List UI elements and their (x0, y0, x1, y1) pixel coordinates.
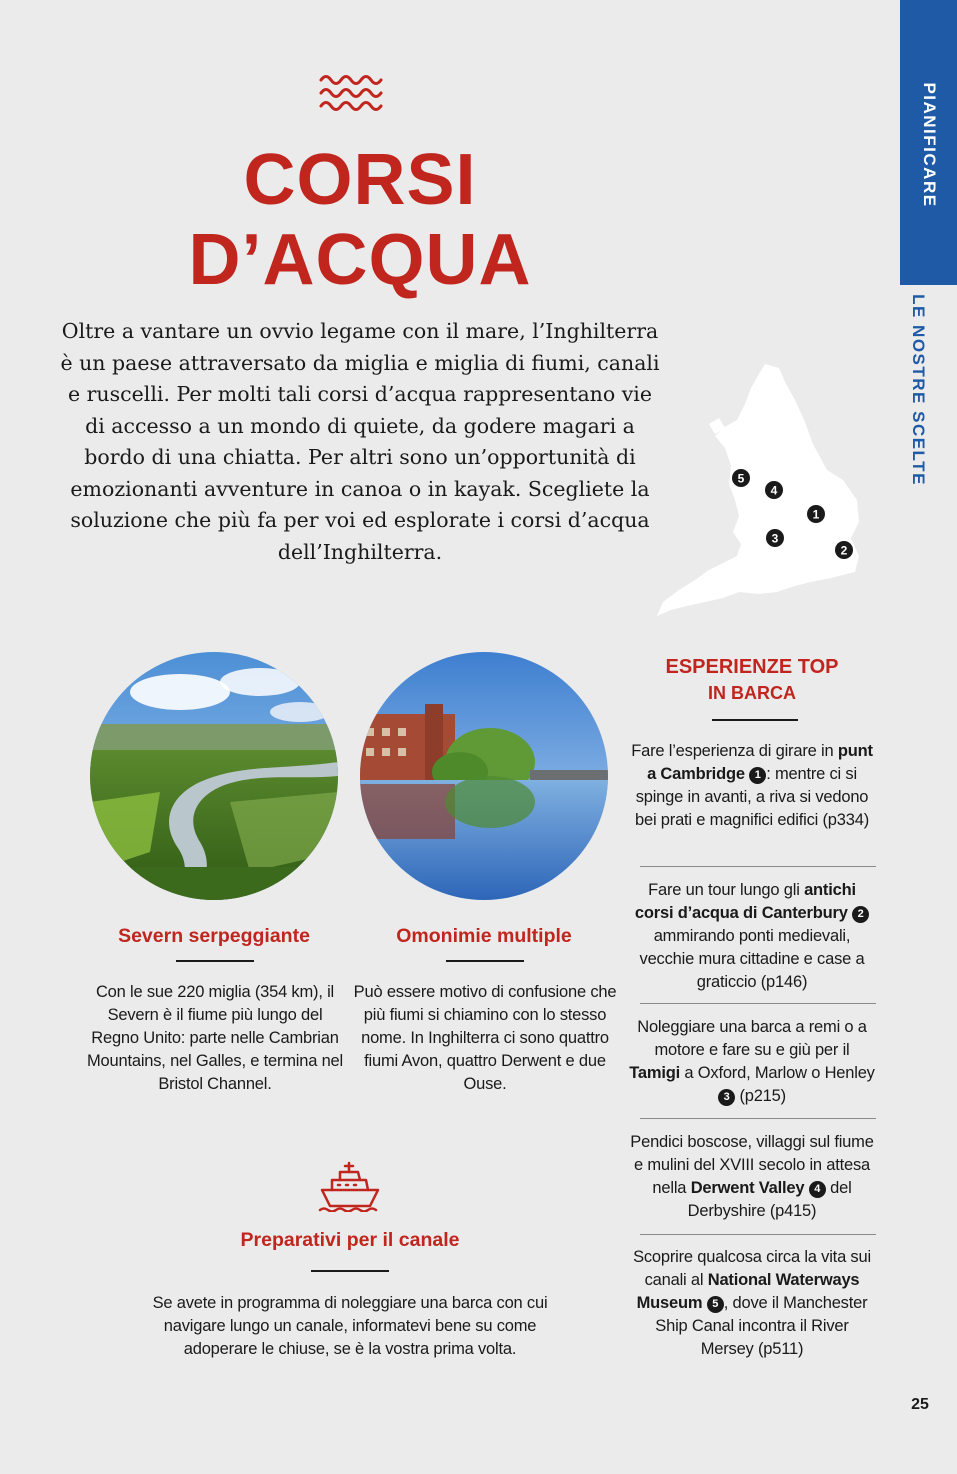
map-marker-5 (732, 469, 750, 487)
experience-item-5: Scoprire qualcosa circa la vita sui canali al National Waterways Museum 5 , dove il Manchester Ship Canal incontra il River Mersey (p511) (633, 1248, 871, 1358)
map-marker-1 (807, 505, 825, 523)
feature-rule-severn (176, 960, 254, 962)
title-line-1: CORSI (243, 140, 477, 220)
divider (640, 866, 876, 867)
mill-river-photo (360, 652, 608, 900)
experiences-heading (628, 654, 876, 706)
experience-item-2: Fare un tour lungo gli antichi corsi d’acqua di Canterbury 2 ammirando ponti medievali, vecchie mura cittadine e case a graticcio (p146) (628, 879, 876, 994)
experience-item-1: Fare l’esperienza di girare in punt a Cambridge 1 : mentre ci si spinge in avanti, a riva si vedono bei prati e magnifici edifici (p334) (631, 742, 873, 829)
ship-icon (318, 1160, 382, 1212)
experience-item-4: Pendici boscose, villaggi sul fiume e mulini del XVIII secolo in attesa nella Derwent Valley 4 del Derbyshire (p415) (630, 1133, 874, 1220)
title-line-2: D’ACQUA (188, 220, 532, 300)
experiences-heading-line-1: ESPERIENZE TOP (665, 656, 839, 678)
feature-text-severn: Con le sue 220 miglia (354 km), il Severn è il fiume più lungo del Regno Unito: parte nelle Cambrian Mountains, nel Galles, e termina nel Bristol Channel. (86, 983, 344, 1093)
svg-text:5: 5 (737, 471, 745, 486)
map-marker-3 (766, 529, 784, 547)
section-tab-label: PIANIFICARE (919, 82, 939, 208)
divider (640, 1234, 876, 1235)
section-tab[interactable] (900, 0, 957, 285)
divider (640, 1118, 876, 1119)
marker-3: 3 (718, 1089, 735, 1106)
subsection-tab-label[interactable]: LE NOSTRE SCELTE (909, 294, 928, 486)
page-number: 25 (911, 1396, 929, 1413)
page-title (150, 140, 570, 300)
svg-text:4: 4 (770, 483, 778, 498)
experiences-heading-line-2: IN BARCA (708, 683, 796, 703)
canal-text: Se avete in programma di noleggiare una barca con cui navigare lungo un canale, informatevi bene su come adoperare le chiuse, se è la vostra prima volta. (152, 1294, 548, 1358)
feature-title-omonimie: Omonimie multiple (396, 925, 572, 947)
marker-2: 2 (852, 906, 869, 923)
divider (640, 1003, 876, 1004)
marker-1: 1 (749, 767, 766, 784)
map-marker-2 (835, 541, 853, 559)
svg-text:3: 3 (771, 531, 779, 546)
waves-icon (318, 70, 384, 116)
experiences-rule (712, 719, 798, 721)
feature-rule-omonimie (446, 960, 524, 962)
canal-title: Preparativi per il canale (240, 1229, 460, 1251)
england-map (645, 360, 865, 620)
feature-text-omonimie: Può essere motivo di confusione che più fiumi si chiamino con lo stesso nome. In Inghilterra ci sono quattro fiumi Avon, quattro Derwent e due Ouse. (353, 983, 617, 1093)
svg-text:1: 1 (812, 507, 820, 522)
map-marker-4 (765, 481, 783, 499)
experience-item-3: Noleggiare una barca a remi o a motore e fare su e giù per il Tamigi a Oxford, Marlow o Henley 3 (p215) (629, 1018, 875, 1105)
intro-paragraph: Oltre a vantare un ovvio legame con il mare, l’Inghilterra è un paese attraversato da miglia e miglia di fiumi, canali e ruscelli. Per molti tali corsi d’acqua rappresentano vie di accesso a un mondo di quiete, da godere magari a bordo di una chiatta. Per altri sono un’opportunità di emozionanti avventure in canoa o in kayak. Scegliete la soluzione che più fa per voi ed esplorate i corsi d’acqua dell’Inghilterra. (60, 319, 660, 564)
marker-5: 5 (707, 1296, 724, 1313)
svg-text:2: 2 (840, 543, 848, 558)
marker-4: 4 (809, 1181, 826, 1198)
feature-title-severn: Severn serpeggiante (118, 925, 310, 947)
severn-river-photo (90, 652, 338, 900)
canal-rule (311, 1270, 389, 1272)
